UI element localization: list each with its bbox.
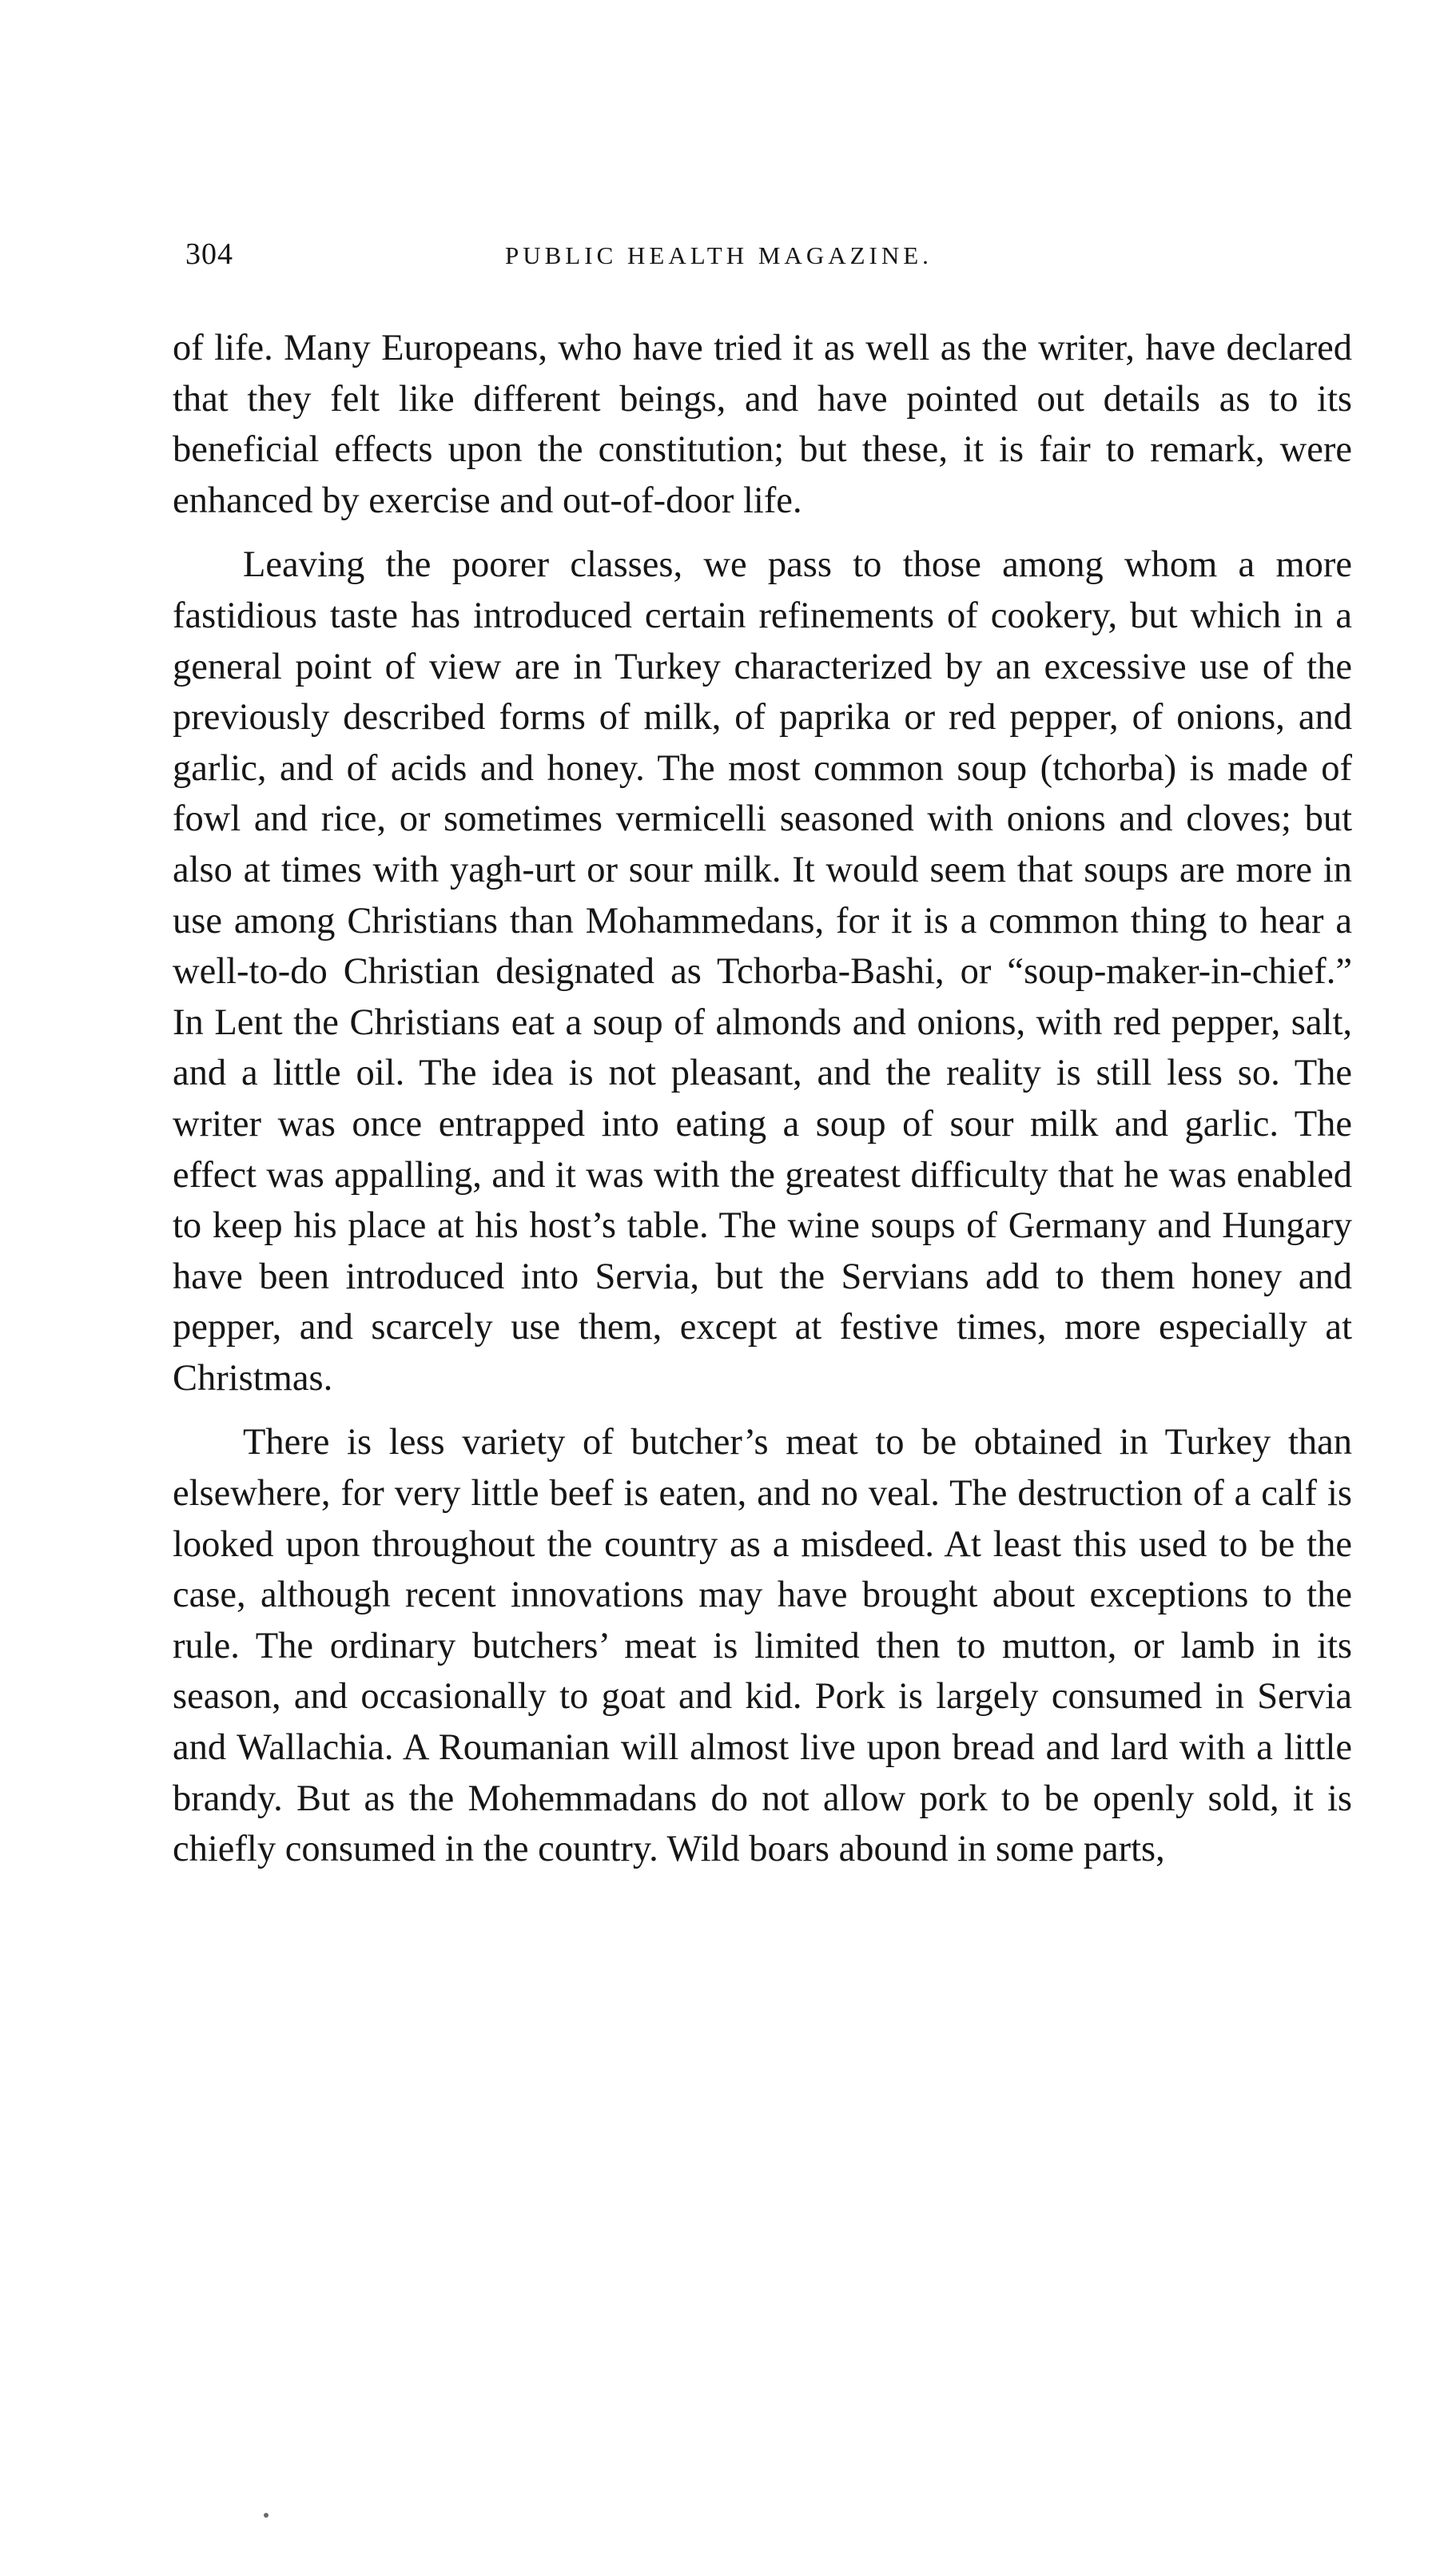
- paragraph-soups: Leaving the poorer classes, we pass to those among whom a more fastidious taste has introduced certain refinements of cookery, but which in a general point of view are in Turkey characterized by an excessive use of the previously described forms of milk, of paprika or red pepper, of onions, and garlic, and of acids and honey. The most common soup (tchorba) is made of fowl and rice, or sometimes vermicelli seasoned with onions and cloves; but also at times with yagh-urt or sour milk. It would seem that soups are more in use among Christians than Mohammedans, for it is a common thing to hear a well-to-do Christian designated as Tchorba-Bashi, or “soup-maker-in-chief.” In Lent the Christians eat a soup of almonds and onions, with red pepper, salt, and a little oil. The idea is not pleasant, and the reality is still less so. The writer was once entrapped into eating a soup of sour milk and garlic. The effect was appalling, and it was with the greatest difficulty that he was enabled to keep his place at his host’s table. The wine soups of Germany and Hungary have been introduced into Servia, but the Servians add to them honey and pepper, and scarcely use them, except at festive times, more especially at Christmas.: [173, 544, 1352, 1399]
- paragraph-continued: of life. Many Europeans, who have tried it as well as the writer, have declared that they felt like different beings, and have pointed out details as to its beneficial effects upon the constitution; but these, it is fair to remark, were enhanced by exercise and out-of-door life.: [173, 328, 1352, 521]
- page-number: 304: [185, 237, 233, 271]
- body-text: [173, 323, 1352, 1889]
- paragraph-meat: There is less variety of butcher’s meat to be obtained in Turkey than elsewhere, for very little beef is eaten, and no veal. The destruction of a calf is looked upon throughout the country as a misdeed. At least this used to be the case, although recent innovations may have brought about exceptions to the rule. The ordinary butchers’ meat is limited then to mutton, or lamb in its season, and occasionally to goat and kid. Pork is largely consumed in Servia and Wallachia. A Roumanian will almost live upon bread and lard with a little brandy. But as the Mohemmadans do not allow pork to be openly sold, it is chiefly consumed in the country. Wild boars abound in some parts,: [173, 1422, 1352, 1870]
- running-head: PUBLIC HEALTH MAGAZINE.: [505, 241, 933, 269]
- ink-speck: [264, 2513, 268, 2518]
- page-header: [185, 237, 1350, 285]
